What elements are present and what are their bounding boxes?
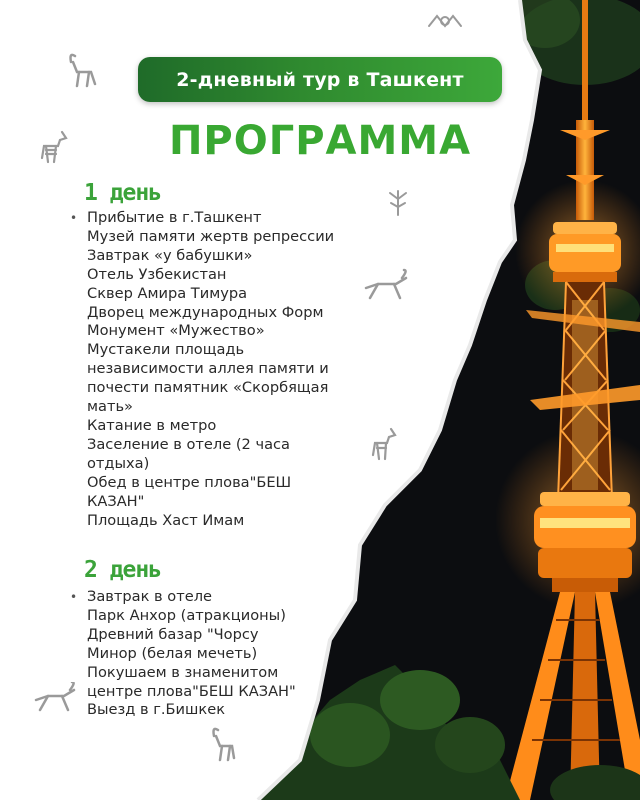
list-item: Парк Анхор (атракционы) xyxy=(87,606,286,624)
day-2-list xyxy=(70,588,310,720)
list-item: Древний базар "Чорсу Минор (белая мечеть) xyxy=(87,625,259,662)
bullet-dot: • xyxy=(70,211,78,225)
list-item: Обед в центре плова"БЕШ КАЗАН" xyxy=(87,473,292,510)
tour-title-banner xyxy=(138,57,502,102)
day-1-heading: 1 день xyxy=(84,180,162,206)
list-item: Покушаем в знаменитом центре плова"БЕШ КАЗАН" xyxy=(87,663,296,700)
day-1-list xyxy=(70,209,360,530)
list-item: Музей памяти жертв репрессии xyxy=(87,227,335,245)
ibex-petroglyph-icon xyxy=(65,50,101,90)
plant-petroglyph-icon xyxy=(385,185,411,217)
list-item: • Завтрак в отеле xyxy=(70,588,213,605)
list-item: Сквер Амира Тимура xyxy=(87,284,248,302)
ibex-running-icon xyxy=(360,268,410,304)
list-item: • Прибытие в г.Ташкент xyxy=(70,209,262,226)
day-2-heading: 2 день xyxy=(84,557,162,583)
ibex-petroglyph-icon-2 xyxy=(208,724,240,764)
list-item: Заселение в отеле (2 часа отдыха) xyxy=(87,435,290,472)
list-item: Площадь Хаст Имам xyxy=(87,511,245,529)
list-item: Дворец международных Форм xyxy=(87,303,324,321)
tour-title-text: 2-дневный тур в Ташкент xyxy=(176,68,464,91)
list-item: Монумент «Мужество» xyxy=(87,322,265,340)
list-item: Катание в метро xyxy=(87,416,217,434)
list-item: Мустакели площадь независимости аллея памяти и почести памятник «Скорбящая мать» xyxy=(87,341,329,416)
list-item: Выезд в г.Бишкек xyxy=(87,701,226,719)
program-heading: ПРОГРАММА xyxy=(168,118,472,164)
deer-petroglyph-icon-2 xyxy=(367,425,401,465)
list-item: Отель Узбекистан xyxy=(87,265,227,283)
sun-petroglyph-icon xyxy=(425,8,465,34)
list-item: Завтрак «у бабушки» xyxy=(87,246,253,264)
bullet-dot: • xyxy=(70,590,78,604)
